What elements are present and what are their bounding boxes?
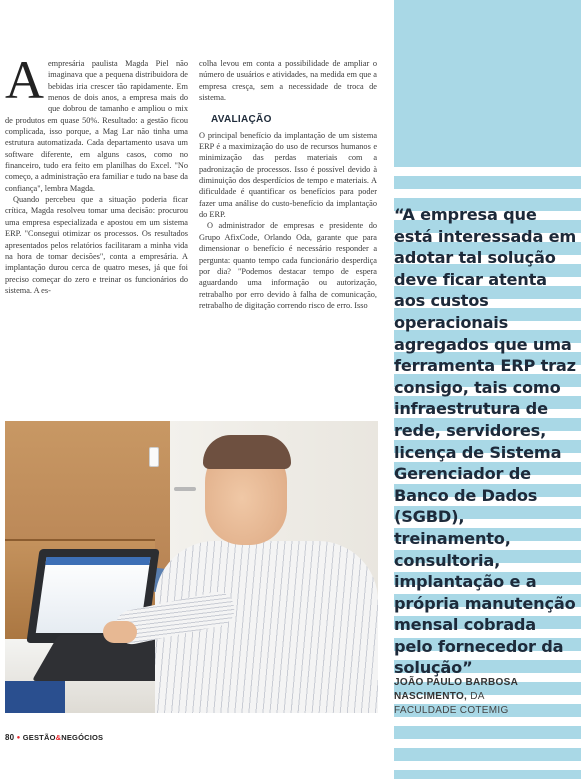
- quote-author-prefix: DA: [470, 691, 485, 702]
- magazine-name-part1: GESTÃO: [22, 733, 56, 742]
- photo-person-hair: [203, 435, 291, 469]
- article-paragraph: Quando percebeu que a situação poderia ficar crítica, Magda resolveu tomar uma decisão: procurou uma empresa especializada e apostou em um sistema ERP. "Consegui otimizar os processos. Os resultados apresentados pelos relatórios facilitaram a minha vida na hora de tomar decisões", conta a empresária. A implantação durou cerca de quatro meses, já que foi preciso começar do zero e treinar os funcionários do sistema. A es-: [5, 195, 188, 295]
- dropcap: A: [5, 50, 44, 110]
- article-paragraph: O principal benefício da implantação de um sistema ERP é a maximização do uso de recursos humanos e minimização das perdas materiais com a padronização de processos. Isso é possível devido à diminuição dos desperdícios de tempo e materiais. A dificuldade é quantificar os benefícios para poder fazer uma análise do custo-benefício da implantação do ERP.: [199, 130, 377, 220]
- photo-light-switch: [149, 447, 159, 467]
- pull-quote: “A empresa que está interessada em adotar tal solução deve ficar atenta aos custos operacionais agregados que uma ferramenta ERP traz consigo, tais como infraestrutura de rede, servidores, licença de Sistema Gerenciador de Banco de Dados (SGBD), treinamento, consultoria, implantação e a própria manutenção mensal cobrada pelo fornecedor da solução”: [394, 205, 577, 678]
- photo-binder: [5, 681, 65, 713]
- article-photo: [5, 421, 378, 713]
- page-number: 80: [5, 733, 15, 742]
- sidebar-top-block: [394, 0, 581, 160]
- magazine-ampersand: &: [55, 733, 62, 742]
- bullet-dot-icon: ●: [16, 735, 21, 741]
- pull-quote-credit: [394, 676, 577, 718]
- article-paragraph: O administrador de empresas e presidente do Grupo AfixCode, Orlando Oda, garante que para dimensionar o benefício é necessário responder a pergunta: quanto tempo cada funcionário desperdiça por dia? "Podemos destacar tempo de espera aguardando uma informação ou autorização, retrabalho por erro devido à falha de comunicação, retrabalho de digitação correndo risco de erro. Isso: [199, 221, 377, 310]
- photo-door-handle: [174, 487, 196, 491]
- quote-author-name: JOÃO PAULO BARBOSA NASCIMENTO,: [394, 677, 518, 702]
- article-paragraph: empresária paulista Magda Piel não imaginava que a pequena distribuidora de bebidas iria crescer tão rapidamente. Em menos de dois anos, a empresa mais do que dobrou de tamanho e ampliou o mix de produtos em quase 50%. Resultado: a gestão ficou complicada, isso porque, a Mag Lar não tinha uma estrutura automatizada. Cada departamento usava um software diferente, em alguns casos, como no financeiro, tudo era feito em planilhas do Excel. "No começo, a administração era familiar e tudo na base da confiança", lembra Magda.: [5, 59, 188, 193]
- article-column-2: [199, 58, 377, 311]
- article-column-1: [5, 50, 188, 296]
- section-heading: AVALIAÇÃO: [211, 114, 272, 126]
- page-footer: [5, 733, 103, 742]
- photo-person-hand: [103, 621, 137, 643]
- article-paragraph: colha levou em conta a possibilidade de ampliar o número de usuários e atividades, na medida em que a empresa cresça, sem a necessidade de troca de sistema.: [199, 59, 377, 103]
- quote-author-institution: FACULDADE COTEMIG: [394, 705, 509, 716]
- magazine-name-part2: NEGÓCIOS: [61, 733, 104, 742]
